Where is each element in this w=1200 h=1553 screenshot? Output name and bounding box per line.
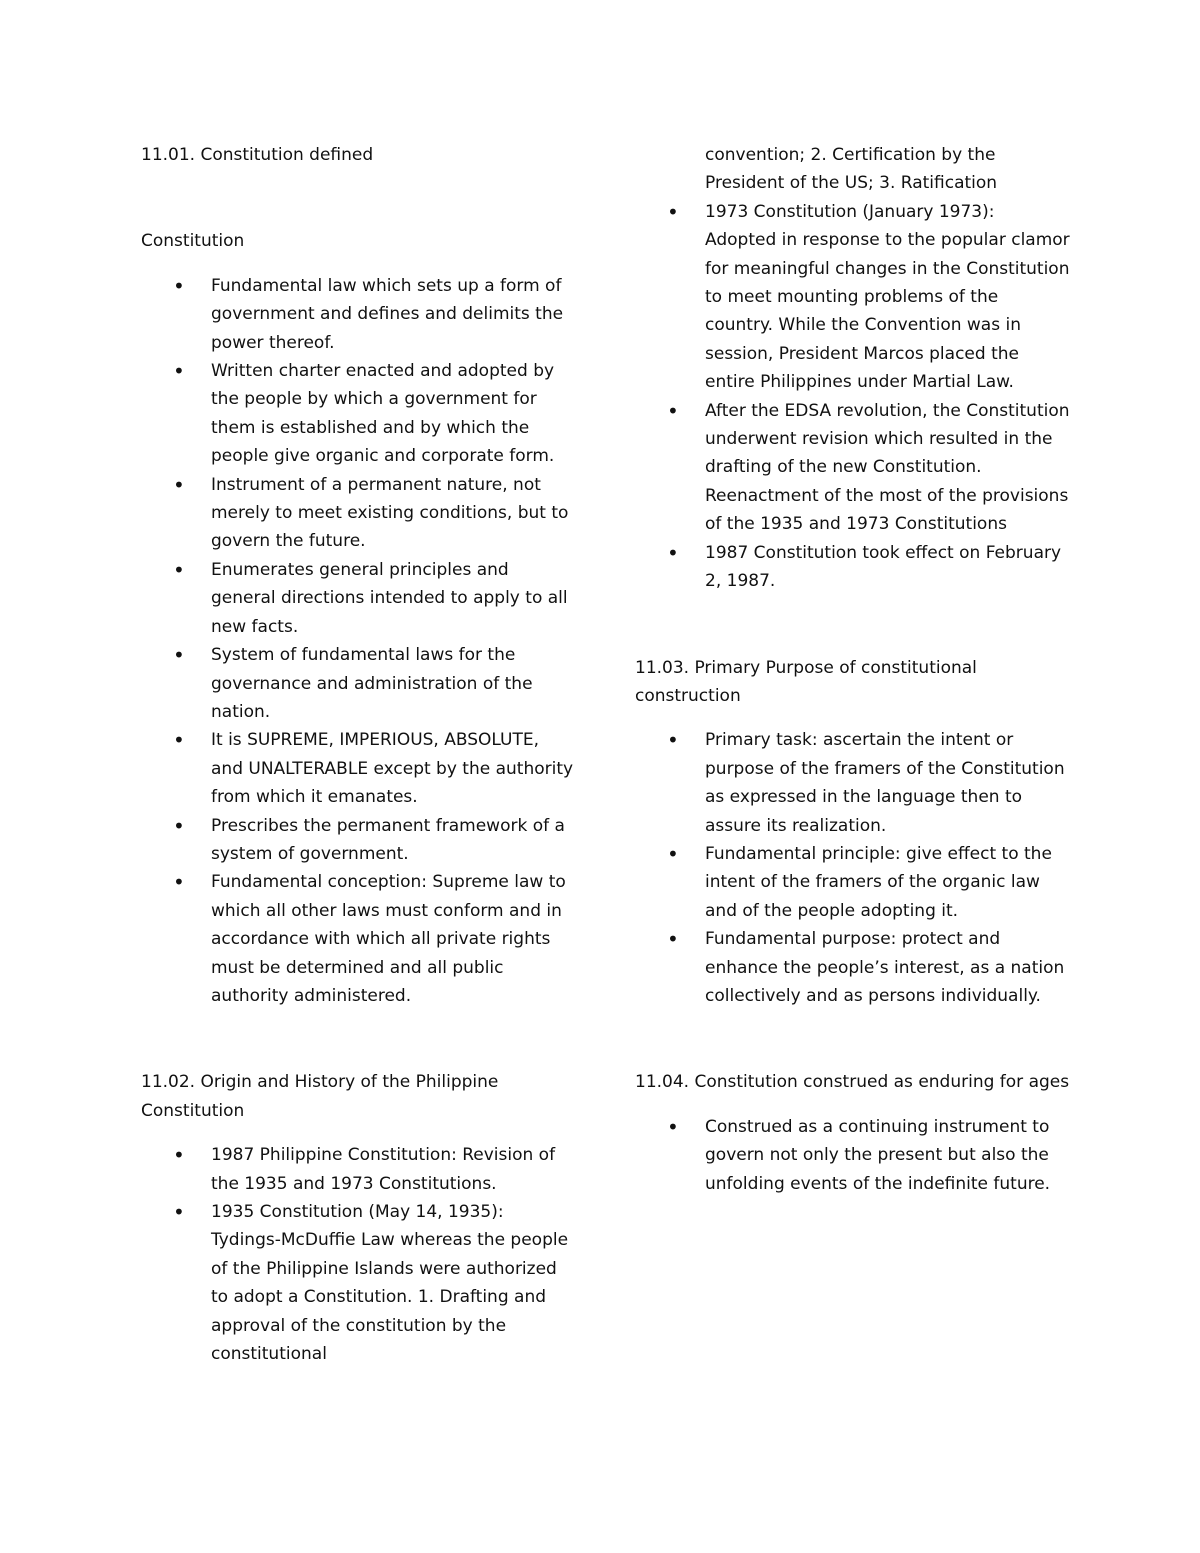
list-item: • Fundamental law which sets up a form of government and defines and delimits the power thereof. bbox=[141, 272, 576, 357]
list-item: • 1935 Constitution (May 14, 1935): Tydings-McDuffie Law whereas the people of the Philippine Islands were authorized to adopt a Constitution. 1. Drafting and approval of the constitution by the constitutional bbox=[141, 1198, 576, 1368]
origin-history-list bbox=[141, 1141, 576, 1368]
list-item: • 1987 Philippine Constitution: Revision of the 1935 and 1973 Constitutions. bbox=[141, 1141, 576, 1198]
list-item: • Primary task: ascertain the intent or purpose of the framers of the Constitution as expressed in the language then to assure its realization. bbox=[635, 726, 1070, 840]
list-item-continuation: convention; 2. Certification by the President of the US; 3. Ratification bbox=[705, 145, 998, 194]
section-heading-11-02: 11.02. Origin and History of the Philippine Constitution bbox=[141, 1072, 499, 1121]
right-column bbox=[635, 141, 1070, 1198]
construction-purpose-list bbox=[635, 726, 1070, 1010]
subheading-constitution: Constitution bbox=[141, 231, 245, 252]
section-heading-11-04: 11.04. Constitution construed as enduring for ages bbox=[635, 1072, 1070, 1093]
origin-history-list-continued bbox=[635, 141, 1070, 596]
list-item: • After the EDSA revolution, the Constitution underwent revision which resulted in the drafting of the new Constitution. Reenactment of the most of the provisions of the 1935 and 1973 Constitutions bbox=[635, 397, 1070, 539]
list-item: • It is SUPREME, IMPERIOUS, ABSOLUTE, and UNALTERABLE except by the authority from which it emanates. bbox=[141, 726, 576, 811]
section-heading-11-03: 11.03. Primary Purpose of constitutional construction bbox=[635, 657, 977, 706]
list-item: • Fundamental conception: Supreme law to which all other laws must conform and in accordance with which all private rights must be determined and all public authority administered. bbox=[141, 868, 576, 1010]
definition-list bbox=[141, 272, 576, 1011]
left-column bbox=[141, 141, 576, 1368]
list-item: • Construed as a continuing instrument to govern not only the present but also the unfolding events of the indefinite future. bbox=[635, 1113, 1070, 1198]
list-item: • Written charter enacted and adopted by the people by which a government for them is established and by which the people give organic and corporate form. bbox=[141, 357, 576, 471]
list-item: • Instrument of a permanent nature, not merely to meet existing conditions, but to govern the future. bbox=[141, 471, 576, 556]
list-item: • Enumerates general principles and general directions intended to apply to all new facts. bbox=[141, 556, 576, 641]
list-item: • 1973 Constitution (January 1973): Adopted in response to the popular clamor for meaningful changes in the Constitution to meet mounting problems of the country. While the Convention was in session, President Marcos placed the entire Philippines under Martial Law. bbox=[635, 198, 1070, 397]
list-item: • Prescribes the permanent framework of a system of government. bbox=[141, 812, 576, 869]
section-heading-11-01: 11.01. Constitution defined bbox=[141, 145, 374, 165]
list-item: • Fundamental purpose: protect and enhance the people’s interest, as a nation collectively and as persons individually. bbox=[635, 925, 1070, 1010]
list-item: • Fundamental principle: give effect to the intent of the framers of the organic law and of the people adopting it. bbox=[635, 840, 1070, 925]
list-item: • System of fundamental laws for the governance and administration of the nation. bbox=[141, 641, 576, 726]
enduring-construction-list bbox=[635, 1113, 1070, 1198]
list-item: • 1987 Constitution took effect on February 2, 1987. bbox=[635, 539, 1070, 596]
